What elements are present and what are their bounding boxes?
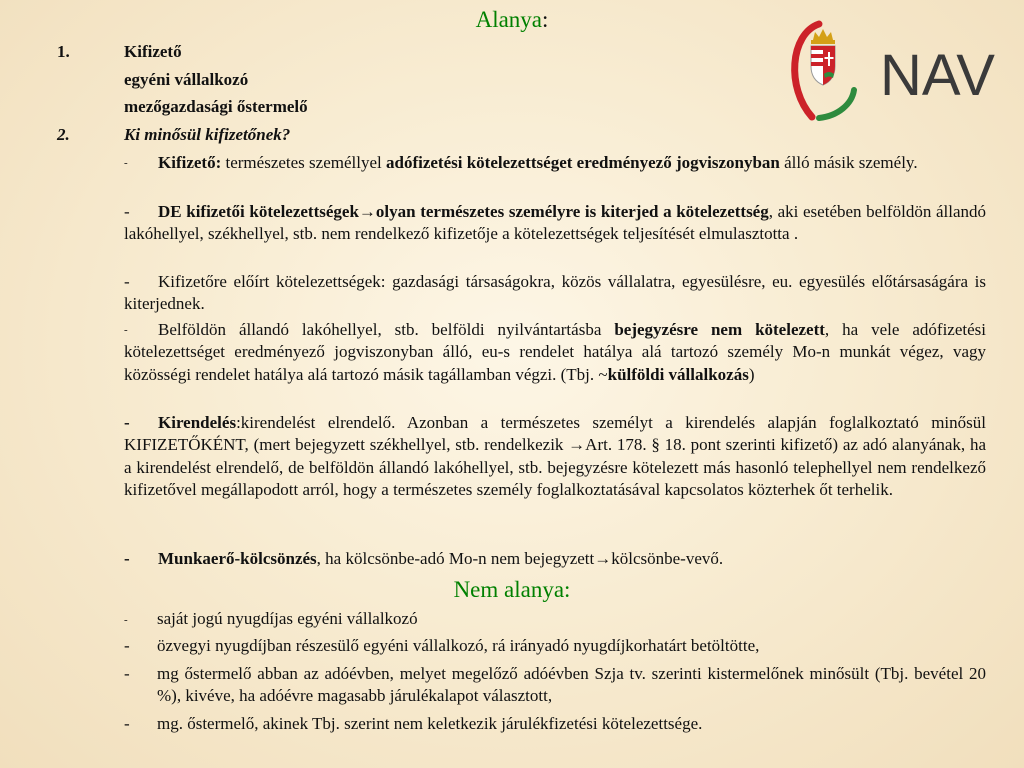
- dash: -: [124, 324, 128, 336]
- nem-alanya-list: [124, 608, 986, 735]
- heading-nem-alanya-colon: :: [564, 577, 571, 602]
- dash: -: [124, 714, 130, 734]
- text: , ha kölcsönbe-adó Mo-n nem bejegyzett→kölcsönbe-vevő.: [316, 549, 724, 568]
- bold-text: bejegyzésre nem kötelezett: [614, 320, 825, 339]
- list-item-text: mg. őstermelő, akinek Tbj. szerint nem keletkezik járulékfizetési kötelezettsége.: [157, 714, 703, 734]
- list-number-1: 1.: [57, 42, 70, 61]
- list-item: [124, 635, 986, 657]
- dash: -: [124, 663, 130, 683]
- bold-text: DE kifizetői kötelezettségek→olyan természetes személyre is kiterjed a kötelezettség: [158, 202, 769, 221]
- list-item-egyeni-vallalkozo: egyéni vállalkozó: [124, 70, 249, 89]
- bold-text: külföldi vállalkozás: [607, 364, 749, 384]
- paragraph-belfoldon: [124, 319, 986, 386]
- dash: -: [124, 157, 128, 169]
- text: :kirendelést elrendelő. Azonban a természetes személyt a kirendelés alapján foglalkoztató minősül KIFIZETŐKÉNT, (mert bejegyzett székhellyel, stb. rendelkezik →Art. 178. § 18. pont szerinti kifizető) az adó alanyának, ha a kirendelést elrendelő, de belföldön állandó lakóhellyel, stb. bejegyzésre kötelezett más hasonló telephellyel nem rendelkező kifizetővel megállapodott arról, hogy a természetes személy foglalkoztatásával kapcsolatos közterhek őt terhelik.: [124, 413, 986, 499]
- list-item-kifizeto: Kifizető: [124, 42, 182, 61]
- dash: -: [124, 549, 130, 568]
- text: , ha vele adófizetési kötelezettséget eredményező jogviszonyban álló, eu-s rendelet hatálya alá tartozó személy Mo-n munkát végez, vagy közösségi rendelet hatálya alá tartozó másik tagállamban végzi. (Tbj. ~: [124, 320, 987, 384]
- text: Belföldön állandó lakóhellyel, stb. belföldi nyilvántartásba: [158, 320, 615, 339]
- dash: -: [124, 202, 130, 221]
- heading-nem-alanya-text: Nem alanya: [453, 577, 565, 602]
- paragraph-de-kifizetoi: [124, 201, 986, 246]
- list-item: [124, 713, 986, 735]
- text: álló másik személy.: [779, 153, 918, 172]
- text: Kifizetőre előírt kötelezettségek: gazdasági társaságokra, közös vállalatra, egyesülésre, eu. egyesülés előtársaságára is kiterjednek.: [124, 272, 986, 314]
- list-item-text: özvegyi nyugdíjban részesülő egyéni vállalkozó, rá irányadó nyugdíjkorhatárt betöltötte,: [157, 636, 760, 656]
- nav-logo: [786, 18, 996, 122]
- heading-alanya-colon: :: [542, 7, 549, 32]
- bold-text: ogviszonyban: [681, 153, 780, 172]
- heading-alanya-text: Alanya: [475, 7, 543, 32]
- bold-text: Kirendelés: [158, 413, 237, 432]
- paragraph-kifizeto-definition: [124, 152, 986, 174]
- nav-logo-text: NAV: [880, 43, 995, 108]
- text: ): [748, 364, 755, 384]
- bold-text: adófizetési kötelezettséget eredményező j: [385, 153, 682, 172]
- list-number-2: 2.: [57, 125, 70, 144]
- heading-nem-alanya: [0, 577, 1024, 603]
- nav-emblem-icon: [786, 18, 996, 122]
- bold-text: Kifizető:: [158, 153, 222, 172]
- text: , aki esetében belföldön állandó lakóhellyel, székhellyel, stb. nem rendelkező kifizetője a kötelezettségek teljesítését elmulasztotta .: [124, 202, 986, 244]
- dash: -: [124, 614, 128, 626]
- paragraph-kotelezettsegek: [124, 271, 986, 316]
- list-item: [124, 663, 986, 708]
- paragraph-munkaero-kolcsonzes: [124, 548, 986, 570]
- list-item-text: mg őstermelő abban az adóévben, melyet megelőző adóévben Szja tv. szerinti kistermelőnek minősült (Tbj. bevétel 20 %), kivéve, ha adóévre magasabb járulékalapot választott,: [157, 663, 986, 705]
- paragraph-kirendeles: [124, 412, 986, 501]
- list-item-mezogazdasagi-ostermelo: mezőgazdasági őstermelő: [124, 97, 308, 116]
- dash: -: [124, 636, 130, 656]
- text: természetes személlyel: [221, 153, 386, 172]
- list-item-text: saját jogú nyugdíjas egyéni vállalkozó: [157, 609, 418, 628]
- bold-text: Munkaerő-kölcsönzés: [158, 549, 317, 568]
- dash: -: [124, 272, 130, 291]
- question-heading: Ki minősül kifizetőnek?: [124, 125, 291, 144]
- dash: -: [124, 413, 130, 432]
- list-item: [124, 608, 986, 630]
